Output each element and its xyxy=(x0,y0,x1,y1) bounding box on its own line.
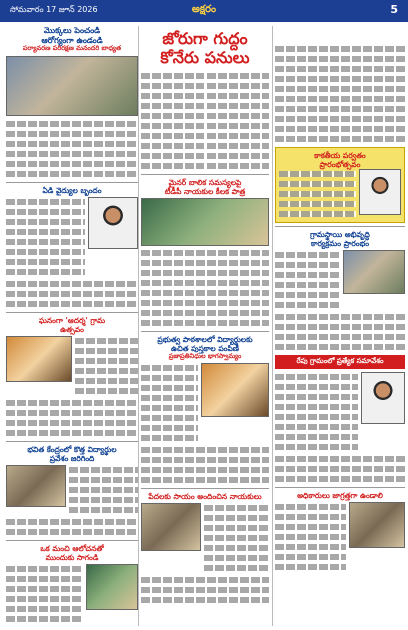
headline-middle-4: పేదలకు సాయం అందించిన నాయకులు xyxy=(148,492,262,502)
headline-right-2: గ్రామస్థాయి అభివృద్ధి కార్యక్రమం ప్రారంభం xyxy=(310,230,370,248)
photo-officials-meeting xyxy=(349,502,405,548)
headline-right-4: అధికారులు జాగ్రత్తగా ఉండాలి xyxy=(297,491,383,500)
photo-meeting xyxy=(86,564,138,610)
subheadline-middle-3: ప్రజాప్రతినిధుల భాగస్వామ్యం xyxy=(168,352,242,361)
header-paper-name: అక్షరం xyxy=(191,4,217,15)
main-headline: జోరుగా గుద్దం కోనేరు పనులు xyxy=(160,29,250,68)
photo-book-distribution xyxy=(201,363,269,417)
right-column xyxy=(272,26,405,626)
photo-tree-planting xyxy=(6,56,138,116)
headline-left-5: ఒక మంచి ఆలోచనతో ముందుకు సాగండి xyxy=(40,543,104,562)
page-number: 5 xyxy=(390,3,398,16)
photo-village-program xyxy=(343,250,405,294)
page-header xyxy=(0,0,408,22)
headline-left-4: భవిత కేంద్రంలో కొత్త విద్యార్థుల ప్రవేశం జరిగింది xyxy=(27,444,117,463)
photo-doctor xyxy=(88,197,138,249)
advertisement-box: కాకతీయ పర్వతం ప్రారంభోత్సవం xyxy=(275,147,405,223)
headline-left-2: ఏడి వైద్యుల బృందం xyxy=(42,185,102,195)
photo-festival xyxy=(6,336,72,382)
left-column xyxy=(6,26,139,626)
headline-middle-2: మైనర్ బాలిక సమస్యలపై టీడీపీ నాయకుల కీలక పాత్ర xyxy=(164,178,246,197)
photo-ad-person xyxy=(359,169,401,215)
headline-left-1: మొక్కలు పెంచండి ఆరోగ్యంగా ఉండండి xyxy=(41,26,103,45)
photo-official xyxy=(361,372,405,424)
header-date: సోమవారం 17 జూన్ 2026 xyxy=(10,5,98,14)
headline-middle-3: ప్రభుత్వ పాఠశాలలో విద్యార్థులకు ఉచిత పుస్తకాల పంపిణీ xyxy=(157,335,253,354)
headline-left-3: ఘనంగా 'ఆదర్శ' గ్రామ ఉత్సవం xyxy=(38,315,106,334)
subheadline-left-1: పర్యావరణ పరిరక్షణ మనందరి బాధ్యత xyxy=(22,44,122,53)
photo-aid-distribution xyxy=(141,503,201,551)
photo-tdp-leaders xyxy=(141,198,269,246)
headline-right-3: రేపు గ్రామంలో ప్రత్యేక సమావేశం xyxy=(275,355,405,369)
photo-school-admission xyxy=(6,465,66,507)
middle-column xyxy=(141,26,269,626)
